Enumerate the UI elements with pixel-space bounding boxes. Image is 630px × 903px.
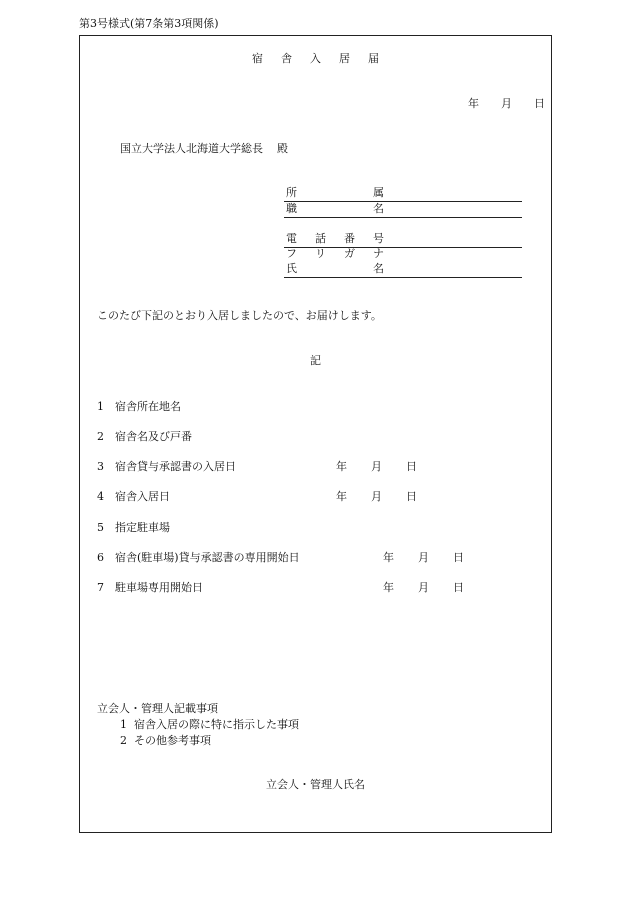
form-frame <box>79 35 552 833</box>
parking-start-date[interactable]: 年 月 日 <box>383 581 464 594</box>
item-move-in[interactable]: 4 宿舎入居日 <box>97 490 170 503</box>
phone-field[interactable] <box>284 232 522 248</box>
note-special-instructions[interactable]: 1 宿舎入居の際に特に指示した事項 <box>120 718 299 731</box>
phone-label: 電 話 番 号 <box>286 232 384 245</box>
furigana-label: フ リ ガ ナ <box>286 247 384 260</box>
notes-heading: 立会人・管理人記載事項 <box>97 702 218 715</box>
note-other[interactable]: 2 その他参考事項 <box>120 734 211 747</box>
name-field[interactable] <box>284 262 522 278</box>
witness-name-label: 立会人・管理人氏名 <box>266 778 365 791</box>
submission-date <box>468 97 545 111</box>
addressee-name: 国立大学法人北海道大学総長 <box>120 142 263 155</box>
item-parking[interactable]: 5 指定駐車場 <box>97 521 170 534</box>
year-label: 年 <box>468 97 479 110</box>
item-parking-start[interactable]: 7 駐車場専用開始日 <box>97 581 203 594</box>
item-approved-parking-start[interactable]: 6 宿舎(駐車場)貸与承認書の専用開始日 <box>97 551 300 564</box>
item-dorm-name[interactable]: 2 宿舎名及び戸番 <box>97 430 192 443</box>
affiliation-field[interactable] <box>284 186 522 202</box>
month-label: 月 <box>501 97 512 110</box>
approved-parking-start-date[interactable]: 年 月 日 <box>383 551 464 564</box>
position-field[interactable] <box>284 202 522 218</box>
item-approved-move-in[interactable]: 3 宿舎貸与承認書の入居日 <box>97 460 236 473</box>
addressee <box>120 142 288 156</box>
form-title: 宿舎入居届 <box>252 52 397 65</box>
approved-move-in-date[interactable]: 年 月 日 <box>336 460 417 473</box>
item-location[interactable]: 1 宿舎所在地名 <box>97 400 181 413</box>
ki-heading: 記 <box>310 354 321 367</box>
form-number: 第3号様式(第7条第3項関係) <box>79 17 219 30</box>
name-label: 氏 名 <box>286 262 384 275</box>
furigana-field[interactable] <box>284 247 522 262</box>
affiliation-label: 所 属 <box>286 186 384 199</box>
position-label: 職 名 <box>286 202 384 215</box>
notice-text: このたび下記のとおり入居しましたので、お届けします。 <box>97 309 382 322</box>
addressee-honorific: 殿 <box>277 142 288 155</box>
move-in-date[interactable]: 年 月 日 <box>336 490 417 503</box>
day-label: 日 <box>534 97 545 110</box>
